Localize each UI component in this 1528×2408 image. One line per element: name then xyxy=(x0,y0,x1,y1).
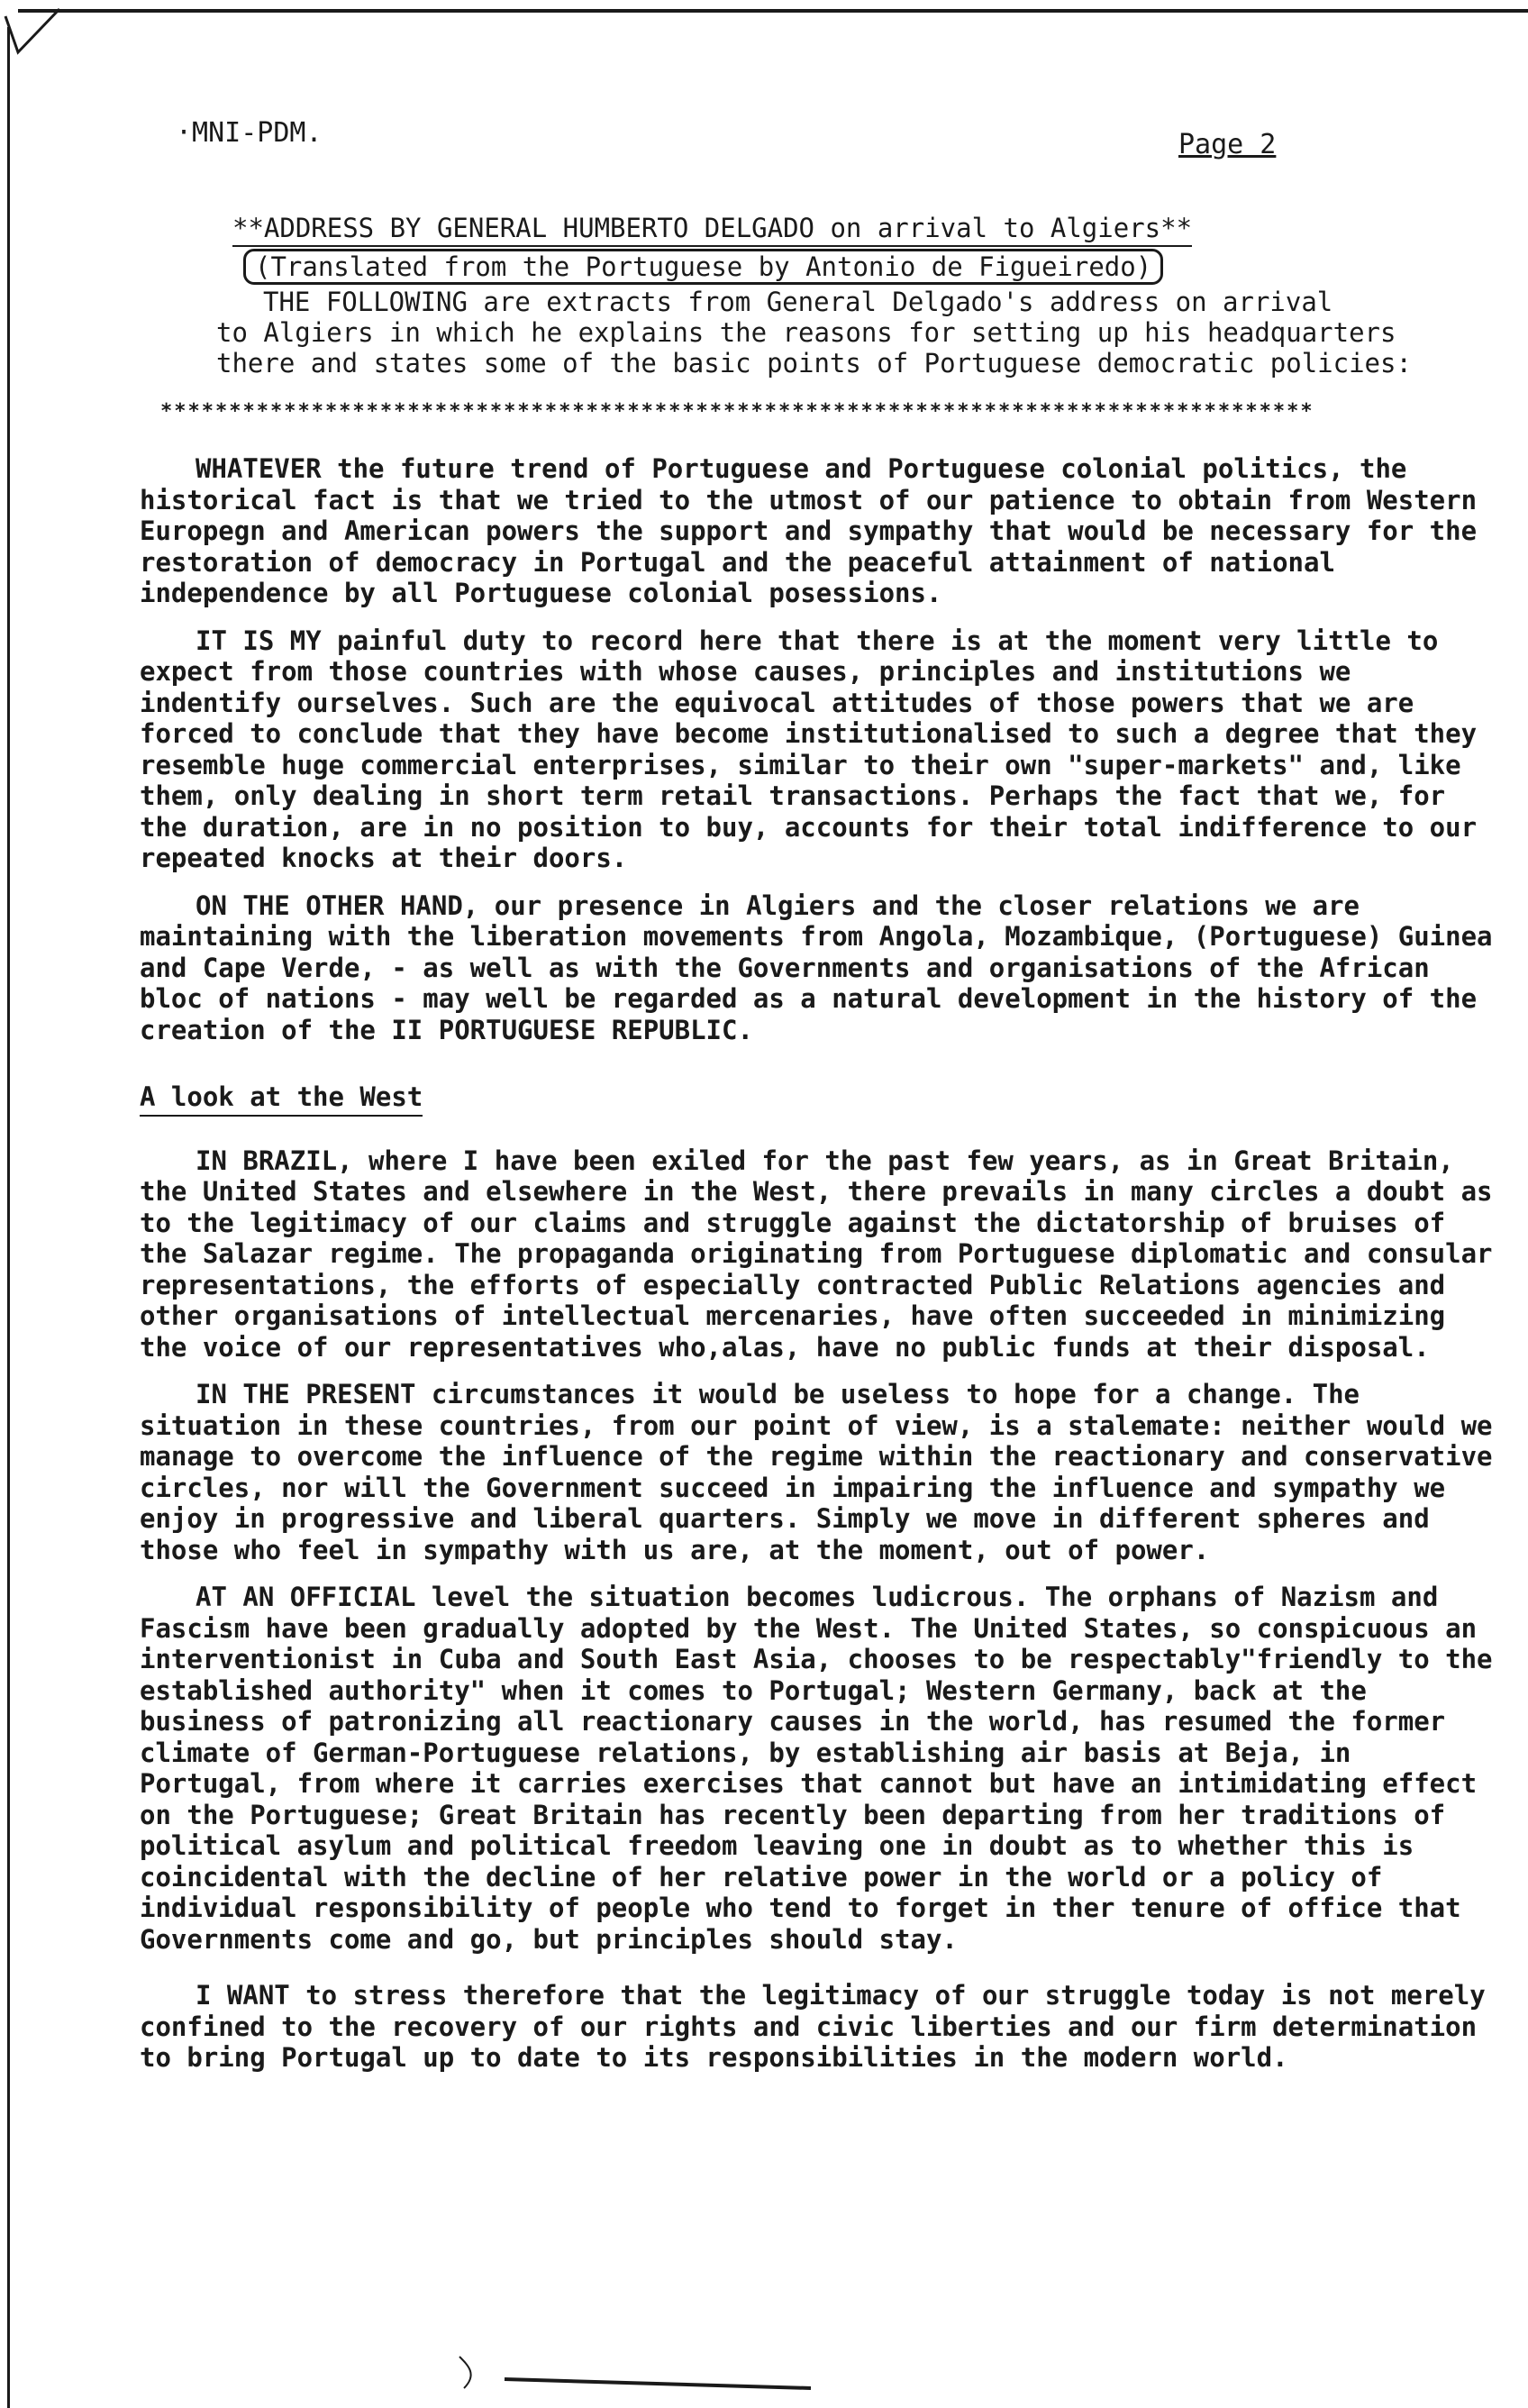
title-block xyxy=(232,213,1192,285)
intro-summary xyxy=(216,287,1496,379)
page-border-left xyxy=(7,27,10,2408)
page-border-top xyxy=(18,9,1528,13)
section-heading: A look at the West xyxy=(140,1081,423,1117)
body-paragraph: AT AN OFFICIAL level the situation becomes ludicrous. The orphans of Nazism and Fascism have been gradually adopted by the West. The United States, so conspicuous an interventionist in Cuba and South East Asia, chooses to be respectably"friendly to the established authority" when it comes to Portugal; Western Germany, back at the business of patronizing all reactionary causes in the world, has resumed the former climate of German-Portuguese relations, by establishing air basis at Beja, in Portugal, from where it carries exercises that cannot but have an intimidating effect on the Portuguese; Great Britain has recently been departing from her traditions of political asylum and political freedom leaving one in doubt as to whether this is coincidental with the decline of her relative power in the world or a policy of individual responsibility of people who tend to forget in ther tenure of office that Governments come and go, but principles should stay. xyxy=(140,1582,1493,1955)
address-title: **ADDRESS BY GENERAL HUMBERTO DELGADO on arrival to Algiers** xyxy=(232,213,1192,247)
footer-pen-mark xyxy=(450,2352,829,2397)
intro-line: THE FOLLOWING are extracts from General Delgado's address on arrival xyxy=(263,287,1333,317)
address-body xyxy=(140,453,1500,2090)
body-paragraph: IN THE PRESENT circumstances it would be useless to hope for a change. The situation in these countries, from our point of view, is a stalemate: neither would we manage to overcome the influence of the regime within the reactionary and conservative circles, nor will the Government succeed in impairing the influence and sympathy we enjoy in progressive and liberal quarters. Simply we move in different spheres and those who feel in sympathy with us are, at the moment, out of power. xyxy=(140,1379,1493,1565)
asterisk-separator: ************************************************************************************ xyxy=(160,400,1314,423)
body-paragraph: I WANT to stress therefore that the legitimacy of our struggle today is not merely confined to the recovery of our rights and civic liberties and our firm determination to bring Portugal up to date to its responsibilities in the modern world. xyxy=(140,1980,1486,2073)
body-paragraph: IN BRAZIL, where I have been exiled for the past few years, as in Great Britain, the United States and elsewhere in the West, there prevails in many circles a doubt as to the legitimacy of our claims and struggle against the dictatorship of bruises of the Salazar regime. The propaganda originating from Portuguese diplomatic and consular representations, the efforts of especially contracted Public Relations agencies and other organisations of intellectual mercenaries, have often succeeded in minimizing the voice of our representatives who,alas, have no public funds at their disposal. xyxy=(140,1145,1493,1363)
intro-line: there and states some of the basic points of Portuguese democratic policies: xyxy=(216,348,1412,379)
body-paragraph: ON THE OTHER HAND, our presence in Algiers and the closer relations we are maintaining with the liberation movements from Angola, Mozambique, (Portuguese) Guinea and Cape Verde, - as well as with the Governments and organisations of the African bloc of nations - may well be regarded as a natural development in the history of the creation of the II PORTUGUESE REPUBLIC. xyxy=(140,889,1493,1045)
document-reference: ·MNI-PDM. xyxy=(176,117,323,149)
intro-line: to Algiers in which he explains the reasons for setting up his headquarters xyxy=(216,317,1396,348)
body-paragraph: IT IS MY painful duty to record here that there is at the moment very little to expect from those countries with whose causes, principles and institutions we indentify ourselves. Such are the equivocal attitudes of those powers that we are forced to conclude that they have become institutionalised to such a degree that they resemble huge commercial enterprises, similar to their own "super-markets" and, like them, only dealing in short term retail transactions. Perhaps the fact that we, for the duration, are in no position to buy, accounts for their total indifference to our repeated knocks at their doors. xyxy=(140,625,1478,873)
page-number: Page 2 xyxy=(1178,129,1277,160)
body-paragraph: WHATEVER the future trend of Portuguese and Portuguese colonial politics, the historical fact is that we tried to the utmost of our patience to obtain from Western Europegn and American powers the support and sympathy that would be necessary for the restoration of democracy in Portugal and the peaceful attainment of national independence by all Portuguese colonial posessions. xyxy=(140,453,1478,608)
translation-credit: (Translated from the Portuguese by Antonio de Figueiredo) xyxy=(243,249,1163,285)
corner-check-mark xyxy=(0,0,72,63)
